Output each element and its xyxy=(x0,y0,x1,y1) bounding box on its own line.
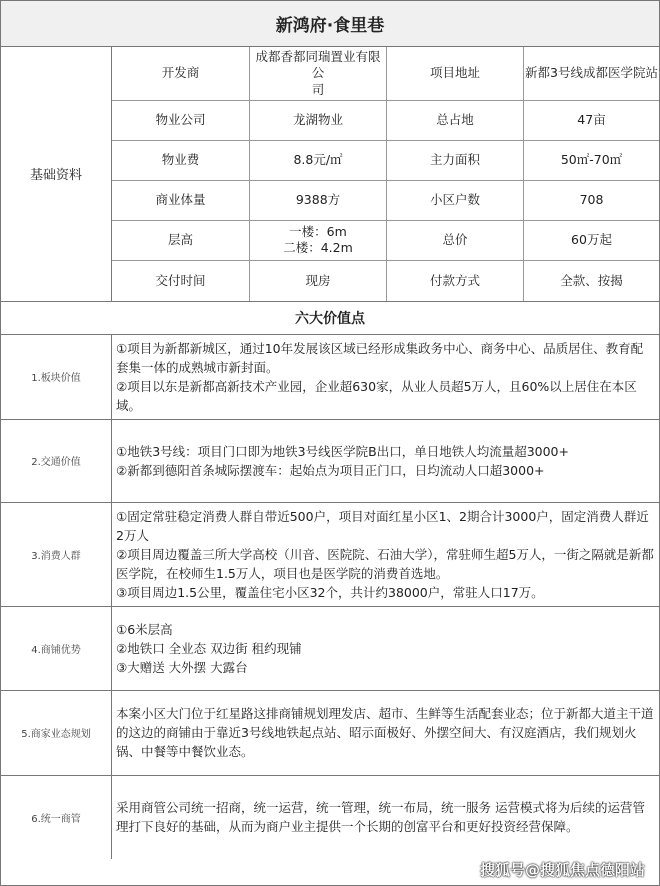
value-points xyxy=(1,335,659,885)
field-label: 项目地址 xyxy=(387,47,524,101)
field-value: 8.8元/㎡ xyxy=(250,141,387,181)
value-point-row xyxy=(1,420,659,503)
field-label: 开发商 xyxy=(112,47,250,101)
value-point-line: ①6米层高 xyxy=(116,621,173,637)
basic-info-label: 基础资料 xyxy=(1,47,112,301)
field-value: 60万起 xyxy=(524,221,659,261)
value-point-label: 1.板块价值 xyxy=(1,335,112,419)
value-point-row xyxy=(1,691,659,776)
value-point-row xyxy=(1,503,659,607)
value-point-text xyxy=(112,691,659,775)
section-title: 六大价值点 xyxy=(1,302,659,335)
basic-info-section xyxy=(1,47,659,302)
value-point-line: ①固定常驻稳定消费人群自带近500户，项目对面红星小区1、2期合计3000户，固定消费人群近2万人 xyxy=(116,508,649,543)
value-point-label: 2.交通价值 xyxy=(1,420,112,502)
field-label: 物业公司 xyxy=(112,101,250,141)
value-point-line: ②项目周边覆盖三所大学高校（川音、医院院、石油大学），常驻师生超5万人，一街之隔就是新都医学院，在校师生1.5万人，项目也是医学院的消费首选地。 xyxy=(116,546,654,581)
value-point-line: ①地铁3号线：项目门口即为地铁3号线医学院B出口，单日地铁人均流量超3000+ xyxy=(116,443,569,459)
field-value: 龙湖物业 xyxy=(250,101,387,141)
value-point-label: 3.消费人群 xyxy=(1,503,112,606)
value-point-label: 6.统一商管 xyxy=(1,776,112,859)
value-point-row xyxy=(1,335,659,420)
field-label: 层高 xyxy=(112,221,250,261)
value-point-line: 采用商管公司统一招商，统一运营，统一管理，统一布局，统一服务 运营模式将为后续的运营管理打下良好的基础，从而为商户业主提供一个长期的创富平台和更好投资经营保障。 xyxy=(116,800,645,835)
field-label: 总占地 xyxy=(387,101,524,141)
value-point-label: 4.商铺优势 xyxy=(1,607,112,690)
field-value: 708 xyxy=(524,181,659,221)
field-value: 47亩 xyxy=(524,101,659,141)
field-label: 物业费 xyxy=(112,141,250,181)
value-point-row xyxy=(1,607,659,691)
value-point-label: 5.商家业态规划 xyxy=(1,691,112,775)
watermark: 搜狐号@搜狐焦点德阳站 xyxy=(479,860,645,879)
value-point-line: ②新都到德阳首条城际摆渡车：起始点为项目正门口，日均流动人口超3000+ xyxy=(116,462,545,478)
field-label: 商业体量 xyxy=(112,181,250,221)
value-point-text xyxy=(112,335,659,419)
value-point-text xyxy=(112,420,659,502)
value-point-line: ③大赠送 大外摆 大露台 xyxy=(116,659,248,675)
value-point-line: ②地铁口 全业态 双边街 租约现铺 xyxy=(116,640,302,656)
field-value: 成都香都同瑞置业有限公 司 xyxy=(250,47,387,101)
field-label: 付款方式 xyxy=(387,261,524,301)
value-point-text xyxy=(112,776,659,859)
basic-info-grid xyxy=(112,47,659,301)
value-point-line: 本案小区大门位于红星路这排商铺规划理发店、超市、生鲜等生活配套业态；位于新都大道主干道的这边的商铺由于靠近3号线地铁起点站、昭示面极好、外摆空间大、有汉庭酒店，我们规划火锅、中餐等中餐饮业态。 xyxy=(116,706,654,760)
value-point-text xyxy=(112,503,659,606)
field-value: 50㎡-70㎡ xyxy=(524,141,659,181)
field-label: 小区户数 xyxy=(387,181,524,221)
field-value: 9388方 xyxy=(250,181,387,221)
value-point-text xyxy=(112,607,659,690)
table-title: 新鸿府·食里巷 xyxy=(1,1,659,47)
field-value: 新都3号线成都医学院站 xyxy=(524,47,659,101)
field-label: 交付时间 xyxy=(112,261,250,301)
field-value: 一楼：6m 二楼：4.2m xyxy=(250,221,387,261)
field-value: 现房 xyxy=(250,261,387,301)
value-point-line: ②项目以东是新都高新技术产业园，企业超630家，从业人员超5万人，且60%以上居住在本区域。 xyxy=(116,378,637,413)
value-point-line: ③项目周边1.5公里，覆盖住宅小区32个，共计约38000户，常驻人口17万。 xyxy=(116,584,544,600)
value-point-line: ①项目为新都新城区，通过10年发展该区域已经形成集政务中心、商务中心、品质居住、教育配套集一体的成熟城市新封面。 xyxy=(116,340,644,375)
field-label: 总价 xyxy=(387,221,524,261)
field-value: 全款、按揭 xyxy=(560,272,623,288)
field-label: 主力面积 xyxy=(387,141,524,181)
